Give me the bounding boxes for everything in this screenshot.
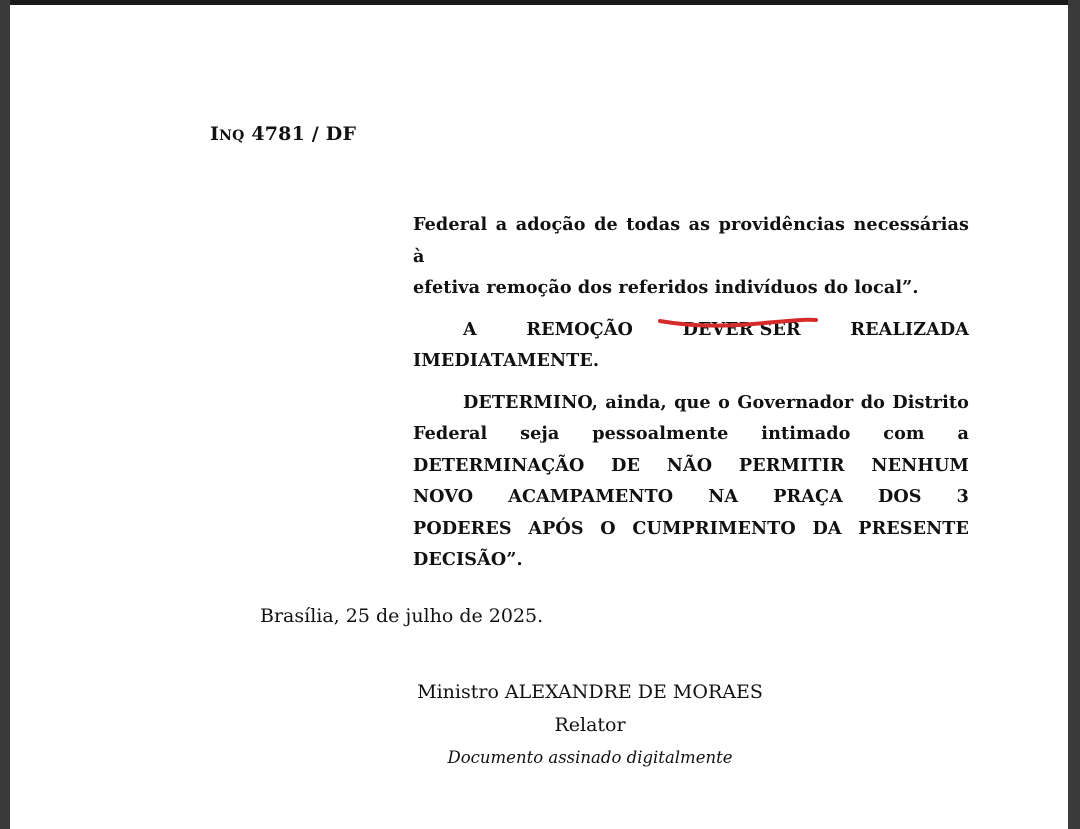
document-date: Brasília, 25 de julho de 2025. <box>260 605 544 627</box>
window-frame-left <box>0 0 10 829</box>
highlighted-phrase: DEVER SER <box>682 318 801 340</box>
underline-stroke <box>660 320 816 326</box>
case-reference <box>210 123 356 145</box>
digital-signature-note: Documento assinado digitalmente <box>447 748 733 767</box>
case-ref-initial: I <box>210 123 220 145</box>
quote-p1-line-1: Federal a adoção de todas as providências necessárias à <box>413 214 969 267</box>
signatory-role: Relator <box>554 714 626 736</box>
case-ref-number: 4781 / DF <box>244 123 357 145</box>
quote-paragraph-3 <box>413 387 969 576</box>
quoted-decision-block <box>413 209 969 576</box>
quote-paragraph-1 <box>413 209 969 304</box>
case-ref-smallcaps: NQ <box>219 128 245 144</box>
signature-block <box>290 675 890 775</box>
quote-p3-line-2: Federal seja pessoalmente intimado com a <box>413 423 969 444</box>
quote-p3-line-5: PODERES APÓS O CUMPRIMENTO DA PRESENTE <box>413 517 969 539</box>
quote-p2-line-2: IMEDIATAMENTE. <box>413 350 600 371</box>
quote-p3-line-4: NOVO ACAMPAMENTO NA PRAÇA DOS 3 <box>413 486 969 507</box>
quote-p2-text-a: A REMOÇÃO <box>463 318 633 340</box>
window-frame-right <box>1068 0 1080 829</box>
red-handdrawn-underline <box>658 308 820 330</box>
signatory-name: Ministro ALEXANDRE DE MORAES <box>417 681 763 703</box>
quote-p3-line-6: DECISÃO”. <box>413 549 523 570</box>
quote-p3-line-3: DETERMINAÇÃO DE NÃO PERMITIR NENHUM <box>413 454 969 476</box>
document-page <box>10 5 1068 829</box>
quote-p2-text-b: REALIZADA <box>850 318 969 340</box>
quote-p1-line-2: efetiva remoção dos referidos indivíduos do local”. <box>413 277 919 298</box>
quote-p3-line-1: DETERMINO, ainda, que o Governador do Distrito <box>463 391 969 413</box>
